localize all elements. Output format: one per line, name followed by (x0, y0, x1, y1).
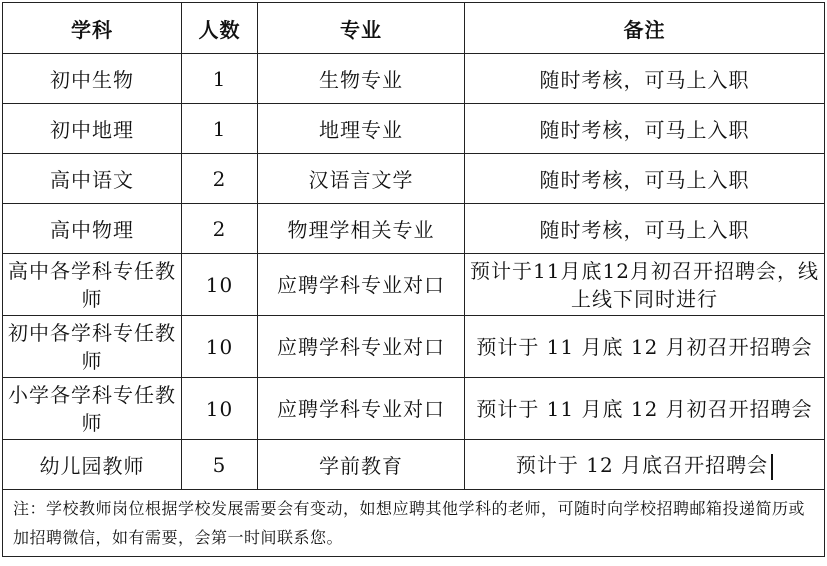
table-row (3, 54, 825, 104)
cell-subject: 高中各学科专任教师 (3, 254, 182, 316)
table-row (3, 440, 825, 490)
header-count: 人数 (182, 3, 258, 54)
cell-major: 地理专业 (258, 104, 465, 154)
cell-subject: 初中各学科专任教师 (3, 316, 182, 378)
table-row (3, 204, 825, 254)
cell-subject: 高中物理 (3, 204, 182, 254)
cell-remark: 预计于 11 月底 12 月初召开招聘会 (465, 378, 825, 440)
cell-major: 应聘学科专业对口 (258, 316, 465, 378)
cell-subject: 高中语文 (3, 154, 182, 204)
cell-count: 10 (182, 378, 258, 440)
cell-major: 应聘学科专业对口 (258, 378, 465, 440)
table-row (3, 104, 825, 154)
cell-remark: 随时考核，可马上入职 (465, 104, 825, 154)
header-major: 专业 (258, 3, 465, 54)
cell-remark: 预计于 11 月底 12 月初召开招聘会 (465, 316, 825, 378)
cell-remark-editing[interactable] (465, 440, 825, 490)
table-row (3, 154, 825, 204)
cell-major: 学前教育 (258, 440, 465, 490)
recruitment-table (2, 2, 825, 557)
table-row (3, 378, 825, 440)
cell-count: 5 (182, 440, 258, 490)
cell-major: 应聘学科专业对口 (258, 254, 465, 316)
cell-subject: 小学各学科专任教师 (3, 378, 182, 440)
cell-count: 2 (182, 204, 258, 254)
cell-remark: 随时考核，可马上入职 (465, 204, 825, 254)
cell-count: 10 (182, 254, 258, 316)
footnote: 注：学校教师岗位根据学校发展需要会有变动，如想应聘其他学科的老师，可随时向学校招聘邮箱投递简历或加招聘微信，如有需要，会第一时间联系您。 (3, 490, 825, 557)
cell-major: 汉语言文学 (258, 154, 465, 204)
table-row (3, 316, 825, 378)
cell-major: 物理学相关专业 (258, 204, 465, 254)
note-row (3, 490, 825, 557)
cell-count: 1 (182, 104, 258, 154)
cell-count: 1 (182, 54, 258, 104)
table-row (3, 254, 825, 316)
cell-count: 10 (182, 316, 258, 378)
cell-subject: 初中地理 (3, 104, 182, 154)
cell-subject: 幼儿园教师 (3, 440, 182, 490)
recruitment-table-container (2, 2, 824, 557)
header-subject: 学科 (3, 3, 182, 54)
cell-major: 生物专业 (258, 54, 465, 104)
cell-remark: 预计于 12 月底召开招聘会 (515, 453, 769, 478)
header-row (3, 3, 825, 54)
cell-remark: 随时考核，可马上入职 (465, 154, 825, 204)
cell-remark: 随时考核，可马上入职 (465, 54, 825, 104)
cell-remark: 预计于11月底12月初召开招聘会，线上线下同时进行 (465, 254, 825, 316)
header-remark: 备注 (465, 3, 825, 54)
cell-count: 2 (182, 154, 258, 204)
text-cursor (771, 454, 773, 480)
cell-subject: 初中生物 (3, 54, 182, 104)
